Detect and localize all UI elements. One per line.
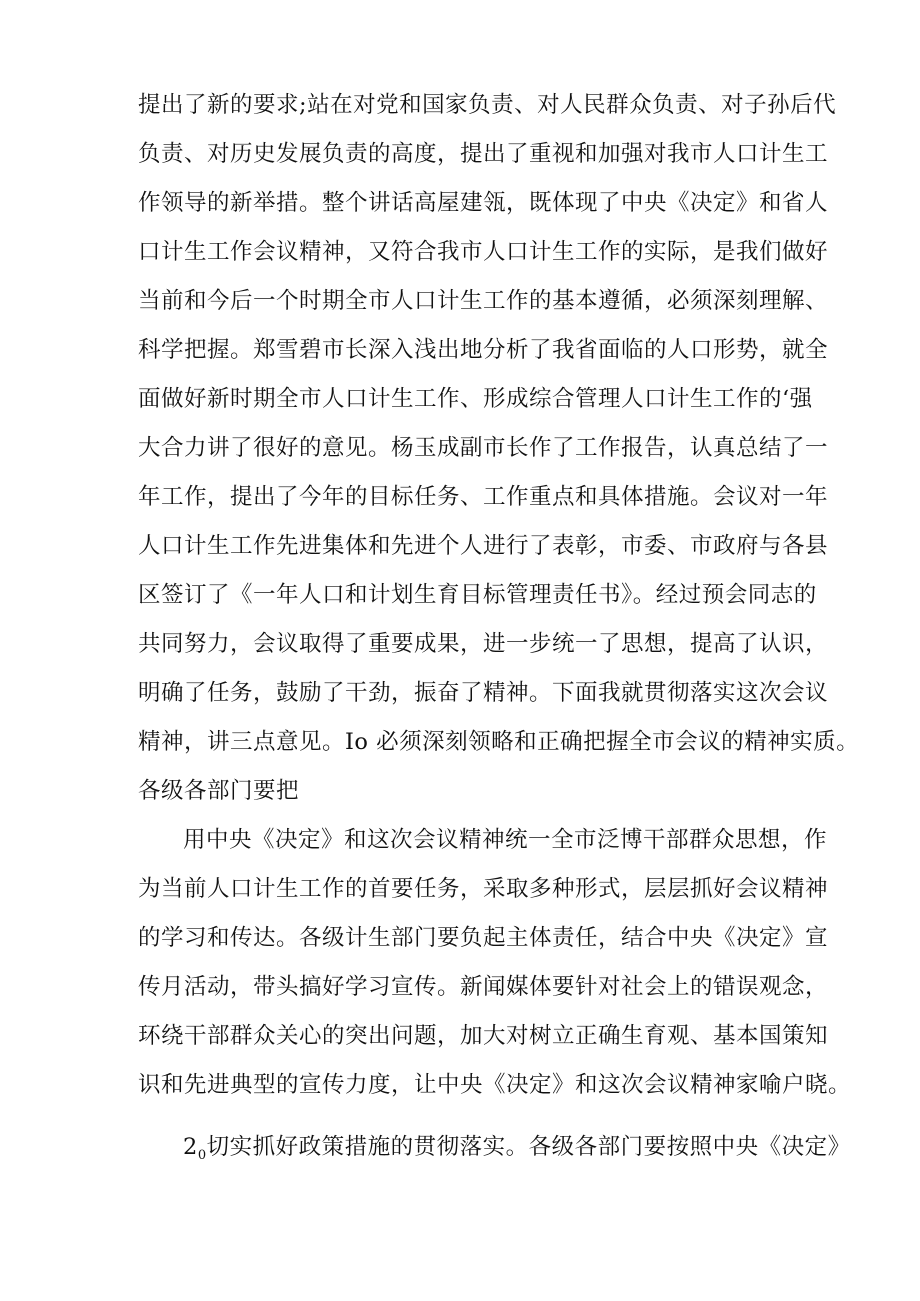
- text-line: 大合力讲了很好的意见。杨玉成副市长作了工作报告，认真总结了一: [138, 435, 829, 461]
- text-line: 负责、对历史发展负责的高度，提出了重视和加强对我市人口计生工: [138, 141, 829, 167]
- text-line: 面做好新时期全市人口计生工作、形成综合管理人口计生工作的‘强: [138, 386, 813, 412]
- text-line: 人口计生工作先进集体和先进个人进行了表彰，市委、市政府与各县: [138, 533, 829, 559]
- text-line: 用中央《决定》和这次会议精神统一全市泛博干部群众思想，作: [183, 827, 828, 853]
- text-line: 科学把握。郑雪碧市长深入浅出地分析了我省面临的人口形势，就全: [138, 337, 829, 363]
- text-line: 年工作，提出了今年的目标任务、工作重点和具体措施。会议对一年: [138, 484, 829, 510]
- section-number: 2: [183, 1134, 198, 1160]
- text-line: 传月活动，带头搞好学习宣传。新闻媒体要针对社会上的错误观念，: [138, 974, 829, 1000]
- section-number-subscript: 0: [197, 1148, 207, 1163]
- section-text: 切实抓好政策措施的贯彻落实。各级各部门要按照中央《决定》: [206, 1134, 851, 1160]
- text-line: 各级各部门要把: [138, 778, 300, 804]
- text-line: 识和先进典型的宣传力度，让中央《决定》和这次会议精神家喻户晓。: [138, 1072, 852, 1098]
- text-line: 的学习和传达。各级计生部门要负起主体责任，结合中央《决定》宣: [138, 925, 829, 951]
- text-line: 明确了任务，鼓励了干劲，振奋了精神。下面我就贯彻落实这次会议: [138, 680, 829, 706]
- text-line: 为当前人口计生工作的首要任务，采取多种形式，层层抓好会议精神: [138, 876, 829, 902]
- text-line: 口计生工作会议精神，又符合我市人口计生工作的实际，是我们做好: [138, 239, 829, 265]
- text-line: 区签订了《一年人口和计划生育目标管理责任书》。经过预会同志的: [138, 582, 817, 608]
- text-line: 精神，讲三点意见。Io 必须深刻领略和正确把握全市会议的精神实质。: [138, 729, 860, 755]
- text-line: 作领导的新举措。整个讲话高屋建瓴，既体现了中央《决定》和省人: [138, 190, 829, 216]
- text-line: [183, 1132, 851, 1171]
- text-line: 共同努力，会议取得了重要成果，进一步统一了思想，提高了认识，: [138, 631, 829, 657]
- text-line: 提出了新的要求;站在对党和国家负责、对人民群众负责、对子孙后代: [138, 92, 837, 118]
- text-line: 当前和今后一个时期全市人口计生工作的基本遵循，必须深刻理解、: [138, 288, 829, 314]
- text-line: 环绕干部群众关心的突出问题，加大对树立正确生育观、基本国策知: [138, 1023, 829, 1049]
